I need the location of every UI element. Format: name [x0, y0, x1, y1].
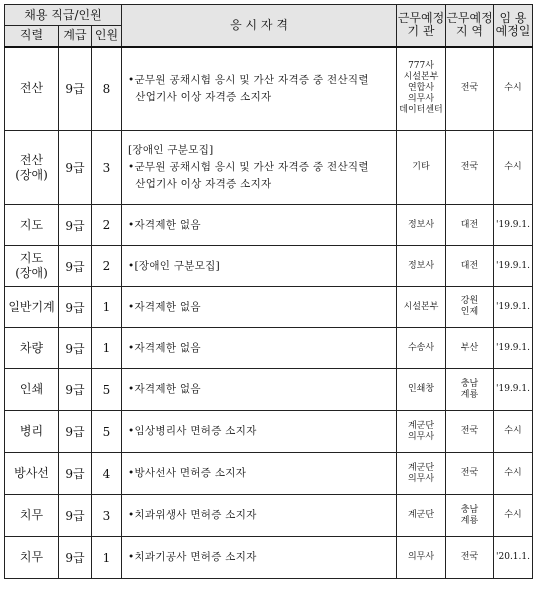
qualification-cell-line: •치과기공사 면허증 소지자 — [128, 551, 257, 563]
qualification-cell-line: •임상병리사 면허증 소지자 — [128, 425, 257, 437]
region-cell — [446, 205, 494, 246]
table-row — [5, 328, 533, 369]
header-qualification: 응 시 자 격 — [122, 5, 397, 47]
agency-cell-line: 777사 — [408, 61, 434, 72]
position-cell-line: (장애) — [15, 167, 48, 182]
qualification-cell — [122, 453, 397, 495]
position-cell-line: 일반기계 — [8, 299, 55, 314]
region-cell — [446, 131, 494, 205]
agency-cell-line: 의무사 — [407, 552, 435, 562]
region-cell-line: 전국 — [460, 426, 479, 436]
qualification-cell-line: 산업기사 이상 자격증 소지자 — [128, 178, 272, 190]
date-cell: '19.9.1. — [494, 205, 533, 246]
region-cell — [446, 453, 494, 495]
header-work-agency-line: 근무예정 — [397, 11, 445, 26]
count-cell: 1 — [92, 537, 122, 579]
region-cell-line: 강원 — [460, 296, 479, 306]
agency-cell — [397, 369, 446, 411]
position-cell-line: 차량 — [19, 340, 44, 355]
qualification-cell-line: •자격제한 없음 — [128, 383, 201, 395]
table-row — [5, 205, 533, 246]
qualification-cell-line: •방사선사 면허증 소지자 — [128, 467, 247, 479]
qualification-cell-line: 산업기사 이상 자격증 소지자 — [128, 90, 272, 103]
agency-cell — [397, 411, 446, 453]
date-cell: '19.9.1. — [494, 287, 533, 328]
agency-cell-line: 시설본부 — [403, 301, 439, 312]
header-work-region — [446, 5, 494, 47]
region-cell — [446, 537, 494, 579]
position-cell — [5, 369, 59, 411]
grade-cell: 9급 — [59, 453, 92, 495]
agency-cell-line: 데이터센터 — [399, 105, 443, 116]
grade-cell: 9급 — [59, 131, 92, 205]
position-cell-line: 전산 — [19, 81, 44, 96]
position-cell-line: 병리 — [19, 424, 44, 438]
recruitment-table — [4, 4, 533, 579]
agency-cell — [397, 453, 446, 495]
region-cell-line: 인제 — [460, 307, 479, 317]
count-cell: 3 — [92, 495, 122, 537]
date-cell: 수시 — [494, 495, 533, 537]
agency-cell — [397, 205, 446, 246]
position-cell — [5, 411, 59, 453]
region-cell-line: 전국 — [460, 162, 479, 172]
agency-cell-line: 계군단 — [407, 462, 435, 473]
region-cell — [446, 47, 494, 131]
region-cell — [446, 287, 494, 328]
qualification-cell — [122, 287, 397, 328]
region-cell-line: 계룡 — [460, 515, 479, 526]
position-cell-line: 방사선 — [14, 466, 49, 480]
grade-cell: 9급 — [59, 47, 92, 131]
table-row — [5, 246, 533, 287]
position-cell-line: 치무 — [19, 508, 44, 522]
header-work-agency-line: 기 관 — [407, 24, 435, 39]
table-row — [5, 131, 533, 205]
qualification-cell — [122, 328, 397, 369]
agency-cell-line: 기타 — [412, 162, 430, 172]
region-cell — [446, 495, 494, 537]
region-cell — [446, 411, 494, 453]
qualification-cell — [122, 495, 397, 537]
region-cell-line: 부산 — [460, 342, 479, 353]
table-row — [5, 537, 533, 579]
date-cell: 수시 — [494, 47, 533, 131]
count-cell: 4 — [92, 453, 122, 495]
qualification-cell-line: •자격제한 없음 — [128, 218, 201, 231]
date-cell: 수시 — [494, 411, 533, 453]
header-appointment-line: 임 용 — [499, 11, 527, 26]
agency-cell — [397, 287, 446, 328]
position-cell-line: 인쇄 — [19, 382, 44, 396]
position-cell — [5, 131, 59, 205]
header-work-region-line: 근무예정 — [446, 11, 493, 26]
agency-cell — [397, 131, 446, 205]
agency-cell — [397, 537, 446, 579]
region-cell-line: 전국 — [460, 468, 479, 478]
position-cell-line: (장애) — [15, 266, 48, 280]
qualification-cell — [122, 246, 397, 287]
region-cell-line: 전국 — [460, 83, 479, 94]
agency-cell-line: 계군단 — [407, 420, 435, 431]
agency-cell-line: 의무사 — [407, 473, 435, 484]
qualification-cell-line: •자격제한 없음 — [128, 341, 201, 354]
agency-cell-line: 정보사 — [407, 219, 435, 230]
table-row — [5, 495, 533, 537]
position-cell — [5, 495, 59, 537]
grade-cell: 9급 — [59, 411, 92, 453]
count-cell: 1 — [92, 328, 122, 369]
qualification-cell-line: [장애인 구분모집] — [128, 144, 214, 156]
region-cell-line: 전국 — [460, 552, 479, 562]
date-cell: '19.9.1. — [494, 369, 533, 411]
grade-cell: 9급 — [59, 537, 92, 579]
qualification-cell — [122, 537, 397, 579]
count-cell: 8 — [92, 47, 122, 131]
agency-cell-line: 시설본부 — [403, 72, 439, 83]
header-appointment-date — [494, 5, 533, 47]
agency-cell-line: 연합사 — [407, 83, 435, 94]
date-cell: '19.9.1. — [494, 246, 533, 287]
position-cell — [5, 47, 59, 131]
grade-cell: 9급 — [59, 369, 92, 411]
header-count: 인원 — [92, 26, 122, 47]
agency-cell — [397, 495, 446, 537]
header-grade: 계급 — [59, 26, 92, 47]
agency-cell — [397, 328, 446, 369]
grade-cell: 9급 — [59, 328, 92, 369]
qualification-cell-line: •[장애인 구분모집] — [128, 259, 221, 272]
position-cell — [5, 205, 59, 246]
region-cell-line: 충남 — [460, 504, 479, 515]
agency-cell-line: 계군단 — [407, 510, 435, 520]
position-cell-line: 치무 — [19, 550, 44, 564]
agency-cell-line: 정보사 — [407, 260, 435, 271]
agency-cell-line: 수송사 — [407, 342, 435, 353]
table-row — [5, 47, 533, 131]
qualification-cell — [122, 411, 397, 453]
table-row — [5, 453, 533, 495]
qualification-cell-line: •자격제한 없음 — [128, 300, 201, 313]
count-cell: 5 — [92, 369, 122, 411]
qualification-cell — [122, 47, 397, 131]
count-cell: 2 — [92, 246, 122, 287]
qualification-cell — [122, 369, 397, 411]
agency-cell-line: 의무사 — [407, 431, 435, 442]
position-cell-line: 지도 — [19, 251, 44, 265]
qualification-cell — [122, 131, 397, 205]
table-row — [5, 287, 533, 328]
position-cell — [5, 328, 59, 369]
agency-cell — [397, 246, 446, 287]
region-cell-line: 계룡 — [460, 389, 479, 400]
agency-cell-line: 인쇄창 — [407, 384, 435, 394]
position-cell-line: 전산 — [19, 152, 44, 167]
region-cell — [446, 328, 494, 369]
count-cell: 2 — [92, 205, 122, 246]
table-body — [5, 47, 533, 579]
position-cell — [5, 246, 59, 287]
grade-cell: 9급 — [59, 495, 92, 537]
qualification-cell-line: •치과위생사 면허증 소지자 — [128, 509, 257, 521]
header-position: 직렬 — [5, 26, 59, 47]
grade-cell: 9급 — [59, 246, 92, 287]
header-appointment-line: 예정일 — [495, 24, 531, 39]
header-work-agency — [397, 5, 446, 47]
region-cell-line: 대전 — [460, 219, 479, 230]
agency-cell — [397, 47, 446, 131]
position-cell — [5, 453, 59, 495]
region-cell-line: 대전 — [460, 260, 479, 271]
date-cell: 수시 — [494, 453, 533, 495]
count-cell: 1 — [92, 287, 122, 328]
qualification-cell — [122, 205, 397, 246]
date-cell: 수시 — [494, 131, 533, 205]
grade-cell: 9급 — [59, 287, 92, 328]
region-cell — [446, 246, 494, 287]
table-row — [5, 411, 533, 453]
grade-cell: 9급 — [59, 205, 92, 246]
agency-cell-line: 의무사 — [407, 94, 435, 105]
table-row — [5, 369, 533, 411]
date-cell: '19.9.1. — [494, 328, 533, 369]
header-recruitment-group: 채용 직급/인원 — [5, 5, 122, 26]
qualification-cell-line: •군무원 공채시험 응시 및 가산 자격증 중 전산직렬 — [128, 161, 369, 173]
position-cell — [5, 537, 59, 579]
header-work-region-line: 지 역 — [456, 24, 483, 39]
count-cell: 5 — [92, 411, 122, 453]
region-cell-line: 충남 — [460, 378, 479, 389]
qualification-cell-line: •군무원 공채시험 응시 및 가산 자격증 중 전산직렬 — [128, 73, 369, 86]
date-cell: '20.1.1. — [494, 537, 533, 579]
count-cell: 3 — [92, 131, 122, 205]
region-cell — [446, 369, 494, 411]
position-cell — [5, 287, 59, 328]
position-cell-line: 지도 — [19, 217, 44, 232]
